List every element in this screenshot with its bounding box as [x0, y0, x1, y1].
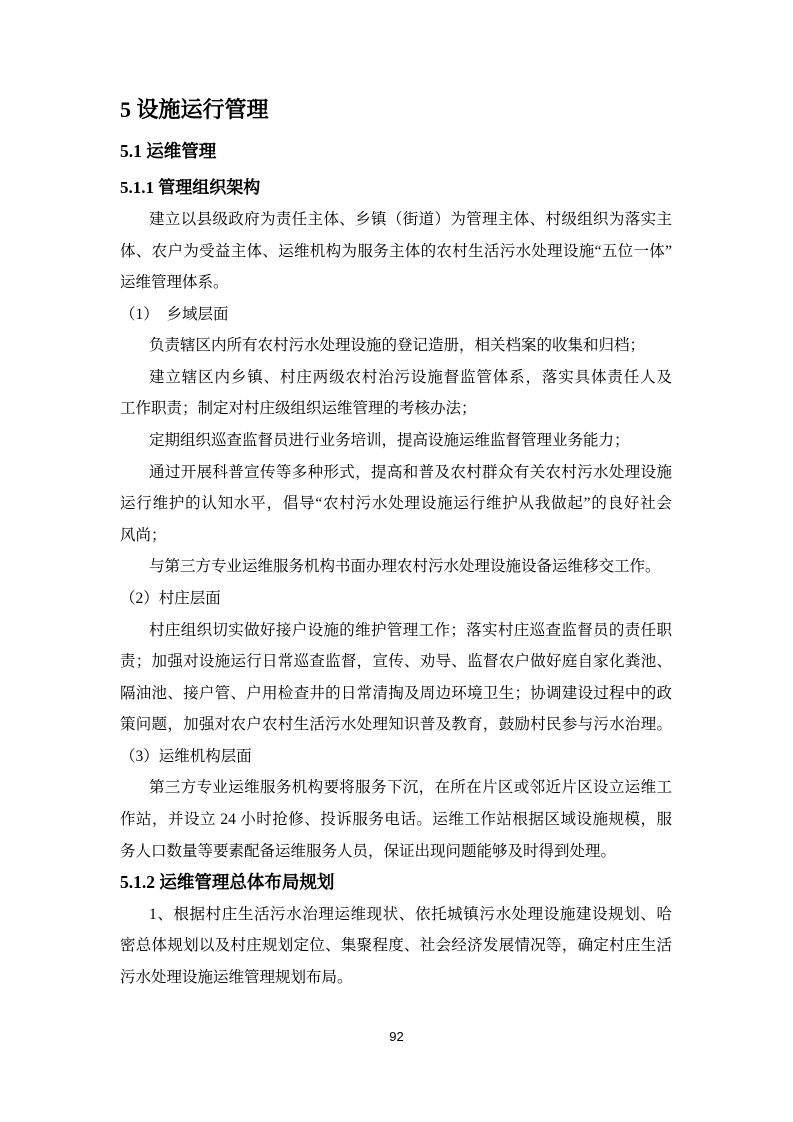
paragraph-line: 与第三方专业运维服务机构书面办理农村污水处理设施设备运维移交工作。 — [149, 558, 661, 576]
paragraph-line: 体、农户为受益主体、运维机构为服务主体的农村生活污水处理设施“五位一体” — [120, 242, 672, 260]
paragraph — [120, 772, 672, 867]
paragraph-line: 密总体规划以及村庄规划定位、集聚程度、社会经济发展情况等，确定村庄生活 — [120, 937, 672, 955]
paragraph — [120, 457, 672, 552]
paragraph — [120, 330, 672, 362]
paragraph-line: 负责辖区内所有农村污水处理设施的登记造册，相关档案的收集和归档； — [149, 337, 646, 355]
list-item-label: （2）村庄层面 — [120, 589, 221, 607]
paragraph-line: 作站，并设立 24 小时抢修、投诉服务电话。运维工作站根据区域设施规模，服 — [120, 810, 672, 828]
paragraph-line: 工作职责；制定对村庄级组织运维管理的考核办法； — [120, 400, 477, 418]
paragraph-line: 风尚； — [120, 526, 167, 544]
paragraph — [120, 425, 672, 457]
paragraph-line: 运行维护的认知水平，倡导“农村污水处理设施运行维护从我做起”的良好社会 — [120, 495, 672, 513]
paragraph — [120, 899, 672, 994]
paragraph-line: 建立以县级政府为责任主体、乡镇（街道）为管理主体、村级组织为落实主 — [149, 211, 672, 228]
paragraph-line: 污水处理设施运维管理规划布局。 — [120, 968, 353, 986]
paragraph-line: 通过开展科普宣传等多种形式，提高和普及农村群众有关农村污水处理设施 — [149, 463, 672, 481]
list-item-label: （3）运维机构层面 — [120, 747, 252, 765]
paragraph-line: 策问题，加强对农户农村生活污水处理知识普及教育，鼓励村民参与污水治理。 — [120, 716, 672, 734]
page-body — [120, 89, 672, 993]
paragraph — [120, 362, 672, 425]
list-item-label: （1） 乡域层面 — [120, 305, 229, 323]
paragraph — [120, 204, 672, 299]
subsection-title: 5.1.2 运维管理总体布局规划 — [120, 872, 335, 893]
paragraph — [120, 551, 672, 583]
paragraph-line: 务人口数量等要素配备运维服务人员，保证出现问题能够及时得到处理。 — [120, 842, 617, 860]
paragraph-line: 村庄组织切实做好接户设施的维护管理工作；落实村庄巡查监督员的责任职 — [149, 621, 672, 639]
page-number: 92 — [389, 1029, 404, 1044]
chapter-title: 5 设施运行管理 — [120, 97, 269, 122]
paragraph-line: 运维管理体系。 — [120, 274, 229, 292]
paragraph-line: 隔油池、接户管、户用检查井的日常清掏及周边环境卫生；协调建设过程中的政 — [120, 684, 672, 702]
paragraph-line: 定期组织巡查监督员进行业务培训，提高设施运维监督管理业务能力； — [149, 432, 630, 450]
paragraph-line: 建立辖区内乡镇、村庄两级农村治污设施督监管体系，落实具体责任人及 — [149, 368, 672, 386]
paragraph-line: 1、根据村庄生活污水治理运维现状、依托城镇污水处理设施建设规划、哈 — [149, 905, 672, 923]
paragraph-line: 责；加强对设施运行日常巡查监督，宣传、劝导、监督农户做好庭自家化粪池、 — [120, 653, 672, 671]
paragraph — [120, 615, 672, 741]
paragraph-line: 第三方专业运维服务机构要将服务下沉，在所在片区或邻近片区设立运维工 — [149, 779, 672, 797]
subsection-title: 5.1.1 管理组织架构 — [120, 178, 261, 197]
section-title: 5.1 运维管理 — [120, 141, 217, 161]
